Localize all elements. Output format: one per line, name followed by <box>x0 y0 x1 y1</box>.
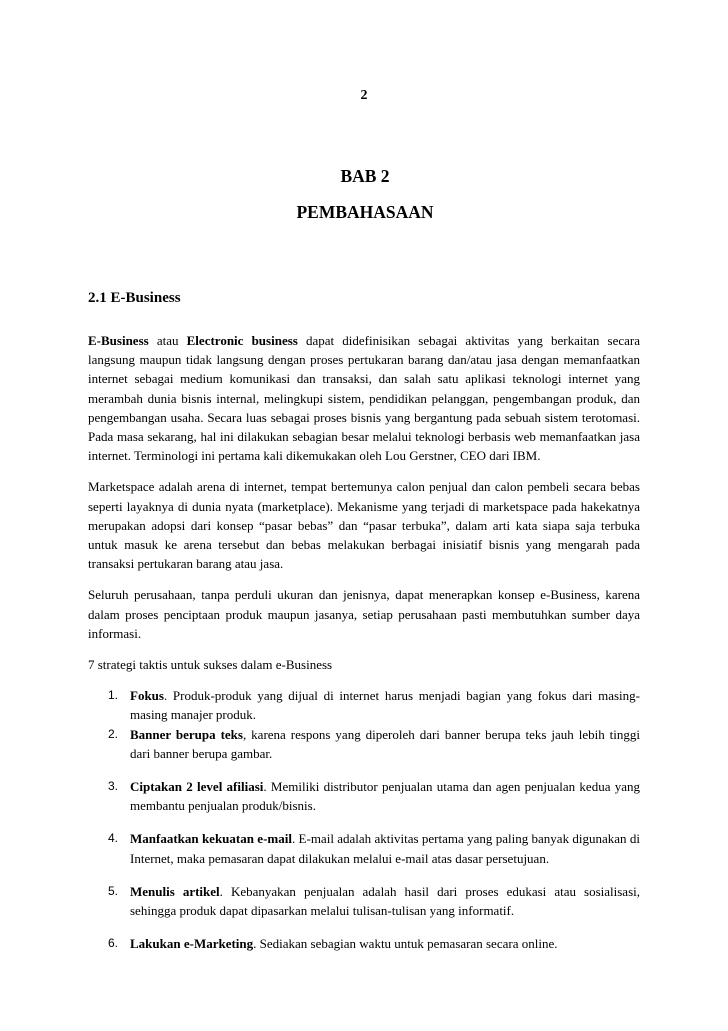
strategy-text: . E-mail adalah aktivitas pertama yang paling banyak digunakan di Internet, maka pemasaran dapat dilakukan melalui e-mail atas dasar persetujuan. <box>130 831 640 866</box>
page-number: 2 <box>360 88 368 103</box>
paragraph-marketspace: Marketspace adalah arena di internet, tempat bertemunya calon penjual dan calon pembeli secara bebas seperti layaknya di dunia nyata (marketplace). Mekanisme yang terjadi di marketspace pada hakekatnya merupakan adopsi dari konsep “pasar bebas” dan “pasar terbuka”, dalam arti kata siapa saja terbuka untuk masuk ke arena tersebut dan bebas melakukan berbagai inisiatif bisnis yang mengarah pada transaksi pertukaran barang atau jasa. <box>88 479 640 572</box>
connector-text: atau <box>148 333 187 348</box>
list-item <box>88 829 640 867</box>
strategy-title: Menulis artikel <box>130 883 220 899</box>
strategy-title: Ciptakan 2 level afiliasi <box>130 779 264 795</box>
definition-text: dapat didefinisikan sebagai aktivitas yang berkaitan secara langsung maupun tidak langsung dengan proses pertukaran barang dan/atau jasa dengan memanfaatkan internet sebagai medium komunikasi dan transaksi, dan salah satu aplikasi teknologi internet yang merambah dunia bisnis internal, melingkupi sistem, pendidikan pelanggan, pengembangan produk, dan pengembangan usaha. Secara luas sebagai proses bisnis yang bergantung pada sebuah sistem terotomasi. Pada masa sekarang, hal ini dilakukan sebagian besar melalui teknologi berbasis web memanfaatkan jasa internet. Terminologi ini pertama kali dikemukakan oleh Lou Gerstner, CEO dari IBM. <box>88 333 640 464</box>
section-title: 2.1 E-Business <box>88 290 181 306</box>
list-item <box>88 686 640 724</box>
list-number: 1. <box>108 688 119 703</box>
document-body <box>88 289 640 953</box>
strategy-title: Banner berupa teks <box>130 726 243 742</box>
strategy-text: . Produk-produk yang dijual di internet harus menjadi bagian yang fokus dari masing-masing manajer produk. <box>130 688 640 723</box>
term-e-business: E-Business <box>88 333 149 348</box>
strategy-text: . Sediakan sebagian waktu untuk pemasaran secara online. <box>253 936 558 952</box>
list-item <box>88 882 640 920</box>
strategy-title: Lakukan e-Marketing <box>130 936 254 952</box>
strategy-text: . Memiliki distributor penjualan utama dan agen penjualan kedua yang membantu penjualan produk/bisnis. <box>130 779 640 814</box>
term-electronic-business: Electronic business <box>186 333 298 348</box>
chapter-title: PEMBAHASAAN <box>296 202 434 222</box>
strategy-text: , karena respons yang diperoleh dari banner berupa teks jauh lebih tinggi dari banner berupa gambar. <box>130 726 640 761</box>
strategy-list <box>88 686 640 953</box>
strategies-intro: 7 strategi taktis untuk sukses dalam e-Business <box>88 657 333 673</box>
strategy-title: Fokus <box>130 688 164 704</box>
list-item <box>88 934 640 953</box>
chapter-label: BAB 2 <box>340 166 390 186</box>
list-number: 5. <box>108 883 119 898</box>
list-item <box>88 777 640 815</box>
list-number: 4. <box>108 831 119 846</box>
paragraph-company: Seluruh perusahaan, tanpa perduli ukuran dan jenisnya, dapat menerapkan konsep e-Business, karena dalam proses penciptaan produk maupun jasanya, setiap perusahaan pasti membutuhkan sumber daya informasi. <box>88 587 640 641</box>
list-number: 3. <box>108 779 119 794</box>
paragraph-ebusiness-definition <box>88 331 640 465</box>
list-number: 6. <box>108 936 119 951</box>
strategy-text: . Kebanyakan penjualan adalah hasil dari proses edukasi atau sosialisasi, sehingga produk dapat dipasarkan melalui tulisan-tulisan yang informatif. <box>130 883 640 919</box>
list-item <box>88 725 640 763</box>
list-number: 2. <box>108 726 119 741</box>
chapter-heading <box>0 162 728 234</box>
strategy-title: Manfaatkan kekuatan e-mail <box>130 831 292 847</box>
